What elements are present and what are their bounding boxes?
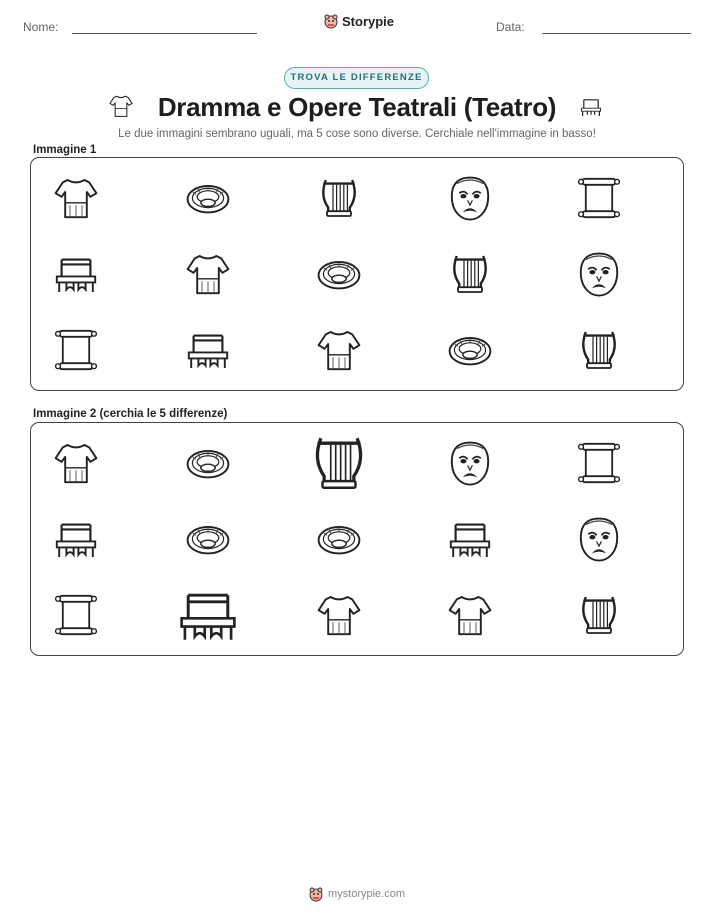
date-field-line[interactable] xyxy=(542,33,691,34)
bench-icon xyxy=(577,95,605,119)
storypie-mascot-icon xyxy=(323,13,339,29)
lyre-icon[interactable] xyxy=(306,430,372,496)
bench-icon xyxy=(52,250,100,298)
page-title: Dramma e Opere Teatrali (Teatro) xyxy=(157,92,557,122)
amphitheater-icon[interactable] xyxy=(184,439,232,487)
lyre-icon[interactable] xyxy=(575,591,623,639)
bench-icon[interactable] xyxy=(175,582,241,648)
tunic-icon xyxy=(52,174,100,222)
name-label: Nome: xyxy=(23,20,59,34)
instructions: Le due immagini sembrano uguali, ma 5 cose sono diverse. Cerchiale nell'immagine in basso! xyxy=(118,128,596,140)
scroll-icon xyxy=(52,326,100,374)
mask-icon[interactable] xyxy=(446,439,494,487)
image-panel-1 xyxy=(30,157,684,391)
mask-icon xyxy=(575,250,623,298)
bench-icon xyxy=(184,326,232,374)
footer xyxy=(308,886,405,902)
bench-icon[interactable] xyxy=(446,515,494,563)
panel-2-label: Immagine 2 (cerchia le 5 differenze) xyxy=(33,408,228,420)
name-field-line[interactable] xyxy=(72,33,257,34)
tunic-icon xyxy=(315,326,363,374)
lyre-icon xyxy=(315,174,363,222)
tunic-icon[interactable] xyxy=(52,439,100,487)
lyre-icon xyxy=(446,250,494,298)
lyre-icon xyxy=(575,326,623,374)
image-panel-2[interactable] xyxy=(30,422,684,656)
amphitheater-icon xyxy=(446,326,494,374)
amphitheater-icon[interactable] xyxy=(315,515,363,563)
brand-name: Storypie xyxy=(342,13,395,29)
scroll-icon[interactable] xyxy=(575,439,623,487)
scroll-icon[interactable] xyxy=(52,591,100,639)
storypie-mascot-icon xyxy=(308,886,324,902)
bench-icon[interactable] xyxy=(52,515,100,563)
mask-icon[interactable] xyxy=(575,515,623,563)
amphitheater-icon xyxy=(184,174,232,222)
scroll-icon xyxy=(575,174,623,222)
footer-url[interactable]: mystorypie.com xyxy=(328,888,406,900)
worksheet-type-badge: TROVA LE DIFFERENZE xyxy=(284,67,429,89)
date-label: Data: xyxy=(496,20,525,34)
tunic-icon[interactable] xyxy=(446,591,494,639)
panel-1-label: Immagine 1 xyxy=(33,144,97,156)
amphitheater-icon[interactable] xyxy=(184,515,232,563)
tunic-icon xyxy=(184,250,232,298)
brand-logo xyxy=(323,13,394,29)
mask-icon xyxy=(446,174,494,222)
amphitheater-icon xyxy=(315,250,363,298)
tunic-icon[interactable] xyxy=(315,591,363,639)
